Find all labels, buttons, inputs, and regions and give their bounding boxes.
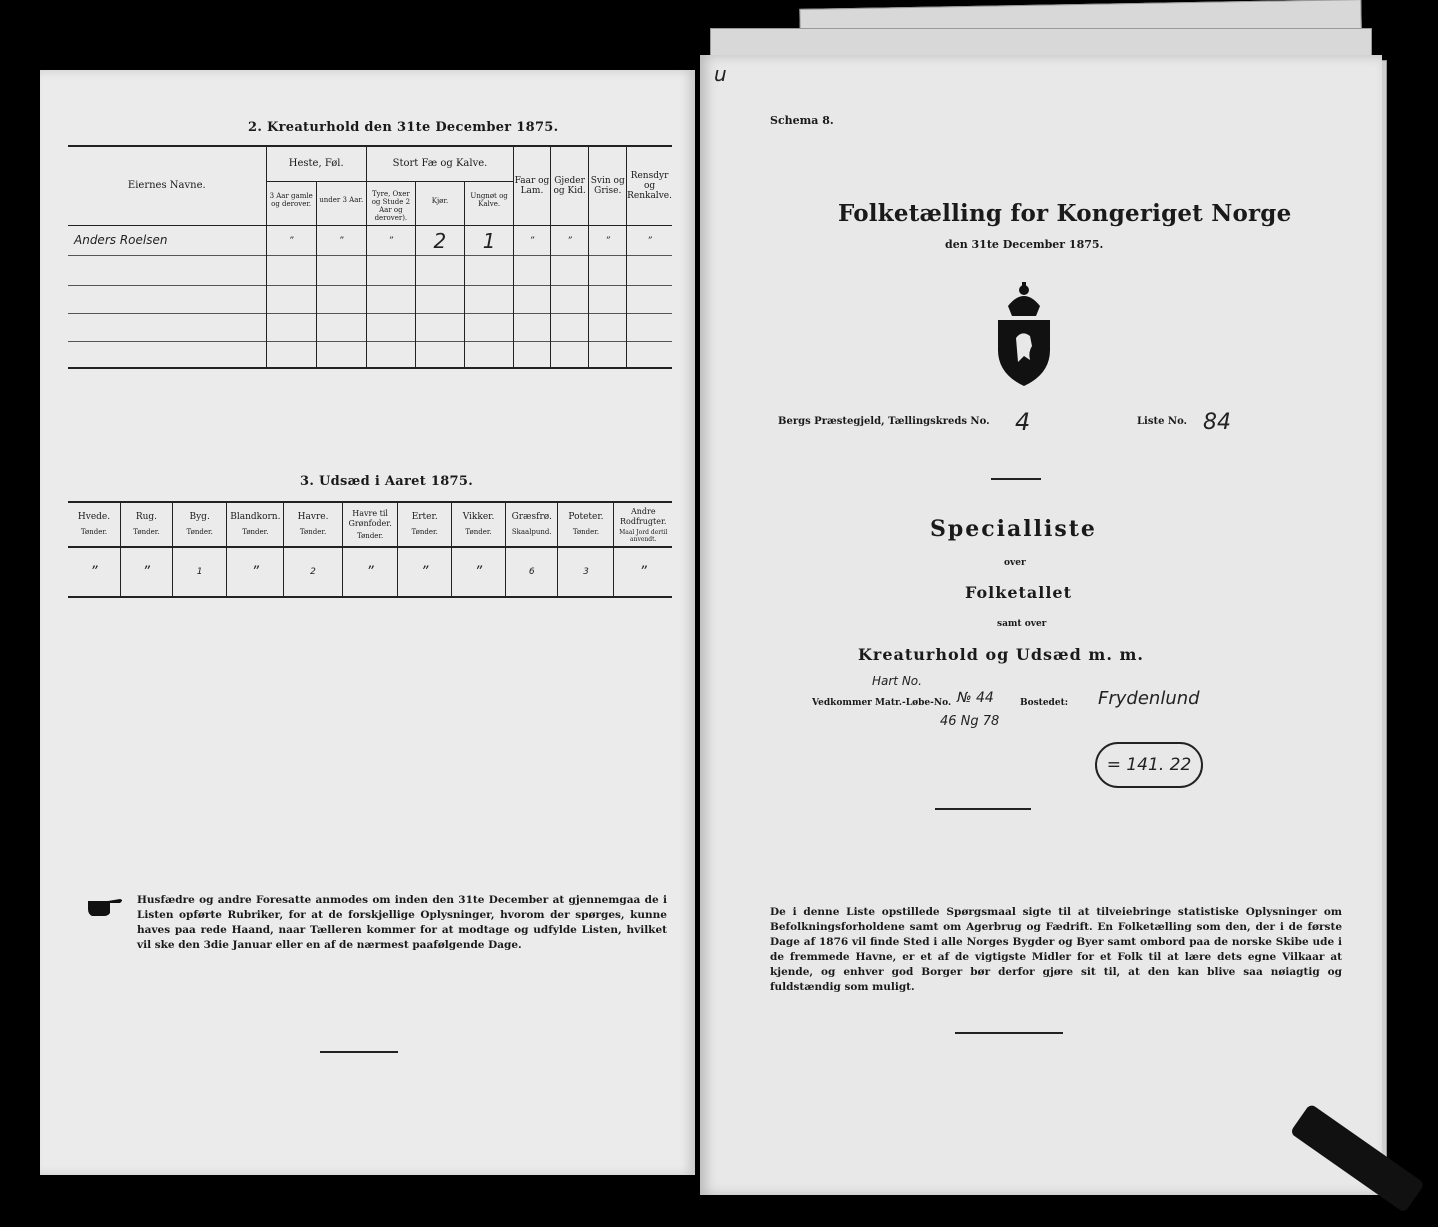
header-erter: Erter. bbox=[411, 512, 438, 522]
unit-graesfro: Skaalpund. bbox=[511, 528, 552, 536]
bostedet-value: Frydenlund bbox=[1098, 688, 1200, 709]
cell-value: 6 bbox=[506, 547, 558, 597]
table-row bbox=[68, 342, 672, 368]
cell-value: 1 bbox=[172, 547, 227, 597]
cell-value: ” bbox=[366, 226, 415, 256]
seed-table bbox=[68, 503, 672, 598]
header-svin: Svin og Grise. bbox=[589, 147, 627, 226]
cell-value: 2 bbox=[415, 226, 464, 256]
unit-erter: Tønder. bbox=[411, 528, 438, 536]
kreaturhold-heading: Kreaturhold og Udsæd m. m. bbox=[858, 645, 1144, 664]
cell-value: ” bbox=[316, 226, 366, 256]
heste-sub-1: 3 Aar gamle og derover. bbox=[269, 192, 313, 208]
header-havre: Havre. bbox=[297, 512, 329, 522]
document-date: den 31te December 1875. bbox=[945, 238, 1104, 251]
owner-header: Eiernes Navne. bbox=[127, 180, 206, 191]
stortfae-sub-1: Tyre, Oxer og Stude 2 Aar og derover). bbox=[371, 190, 411, 222]
cell-value: 2 bbox=[284, 547, 343, 597]
heste-group bbox=[266, 147, 366, 226]
header-vikker: Vikker. bbox=[462, 512, 495, 522]
over-label: over bbox=[1004, 558, 1026, 568]
cell-value: ” bbox=[550, 226, 589, 256]
bostedet-label: Bostedet: bbox=[1020, 698, 1069, 708]
unit-poteter: Tønder. bbox=[572, 528, 600, 536]
header-hvede: Hvede. bbox=[77, 512, 111, 522]
unit-rug: Tønder. bbox=[133, 528, 160, 536]
liste-label: Liste No. bbox=[1137, 416, 1188, 427]
cell-value: ” bbox=[589, 226, 627, 256]
unit-havre: Tønder. bbox=[299, 528, 327, 536]
divider bbox=[955, 1032, 1063, 1034]
cell-value: 1 bbox=[465, 226, 514, 256]
unit-hvede: Tønder. bbox=[80, 528, 108, 536]
heste-sub-2: under 3 Aar. bbox=[316, 182, 366, 225]
pointing-hand-icon bbox=[86, 895, 124, 917]
cell-value: 3 bbox=[558, 547, 614, 597]
owner-name: Anders Roelsen bbox=[74, 232, 168, 247]
header-byg: Byg. bbox=[189, 512, 210, 522]
schema-label: Schema 8. bbox=[770, 114, 834, 127]
corner-mark: u bbox=[714, 62, 727, 86]
liste-number: 84 bbox=[1203, 410, 1231, 435]
samt-over-label: samt over bbox=[997, 619, 1047, 629]
header-havre-gron: Havre til Grønfoder. bbox=[348, 508, 392, 528]
unit-vikker: Tønder. bbox=[465, 528, 492, 536]
right-note: De i denne Liste opstillede Spørgsmaal sigte til at tilveiebringe statistiske Oplysninger om Befolkningsforholdene samt om Agerbrug og Fædrift. En Folketælling som den, der i de første Dage af 1876 vil finde Sted i alle Norges Bygder og Byer samt ombord paa de norske Skibe ude i de fremmede Havne, er et af de vigtigste Midler for et Folk til at lære dets egne Vilkaar at kjende, og enhver god Borger bør derfor gjøre sit til, at den kan blive saa nøiagtig og fuldstændig som muligt. bbox=[770, 906, 1342, 993]
cell-value: ” bbox=[227, 547, 284, 597]
divider bbox=[991, 478, 1041, 480]
document-title: Folketælling for Kongeriget Norge bbox=[838, 200, 1292, 227]
cell-value: ” bbox=[342, 547, 397, 597]
matr-label: Vedkommer Matr.-Løbe-No. bbox=[812, 698, 952, 708]
heste-header: Heste, Føl. bbox=[267, 147, 366, 182]
header-rensdyr: Rensdyr og Renkalve. bbox=[627, 147, 672, 226]
stortfae-header: Stort Fæ og Kalve. bbox=[367, 147, 513, 182]
table-row bbox=[68, 314, 672, 342]
table-row bbox=[68, 547, 672, 597]
unit-andre: Maal Jord dertil anvendt. bbox=[619, 528, 668, 543]
header-gjeder: Gjeder og Kid. bbox=[550, 147, 589, 226]
matr-value: № 44 bbox=[957, 690, 994, 706]
stortfae-sub-3: Ungnøt og Kalve. bbox=[464, 182, 513, 225]
header-rug: Rug. bbox=[135, 512, 158, 522]
table-row bbox=[68, 286, 672, 314]
cell-value: ” bbox=[266, 226, 316, 256]
header-blandkorn: Blandkorn. bbox=[230, 512, 281, 522]
left-note: Husfædre og andre Foresatte anmodes om inden den 31te December at gjennemgaa de i Listen opførte Rubriker, for at de forskjellige Oplysninger, hvorom der spørges, kunne haves paa rede Haand, naar Tælleren kommer for at modtage og udfylde Listen, hvilket vil ske den 3die Januar eller en af de nærmest paafølgende Dage. bbox=[137, 894, 667, 951]
matr-value-2: 46 Ng 78 bbox=[940, 714, 1000, 729]
cell-value: ” bbox=[627, 226, 672, 256]
folketallet-heading: Folketallet bbox=[965, 583, 1072, 602]
specialliste-heading: Specialliste bbox=[930, 516, 1097, 542]
table-row bbox=[68, 226, 672, 256]
unit-byg: Tønder. bbox=[186, 528, 213, 536]
header-poteter: Poteter. bbox=[568, 512, 604, 522]
kreds-number: 4 bbox=[1015, 408, 1031, 436]
cell-value: ” bbox=[90, 564, 98, 580]
section3-title: 3. Udsæd i Aaret 1875. bbox=[300, 474, 474, 489]
livestock-table bbox=[68, 147, 672, 369]
unit-blandkorn: Tønder. bbox=[242, 528, 269, 536]
header-faar: Faar og Lam. bbox=[514, 147, 551, 226]
cell-value: ” bbox=[398, 547, 452, 597]
coat-of-arms-icon bbox=[994, 282, 1054, 388]
cell-value: ” bbox=[452, 547, 506, 597]
divider bbox=[935, 808, 1031, 810]
circled-annotation: = 141. 22 bbox=[1095, 742, 1203, 788]
stortfae-group bbox=[366, 147, 513, 226]
unit-havre-gron: Tønder. bbox=[356, 531, 384, 540]
header-graesfro: Græsfrø. bbox=[511, 512, 552, 522]
cell-value: ” bbox=[121, 547, 173, 597]
divider bbox=[320, 1051, 398, 1053]
matr-annotation: Hart No. bbox=[872, 674, 922, 688]
section2-title: 2. Kreaturhold den 31te December 1875. bbox=[248, 120, 559, 135]
cell-value: ” bbox=[614, 547, 672, 597]
header-andre: Andre Rodfrugter. bbox=[620, 506, 667, 526]
table-row bbox=[68, 256, 672, 286]
cell-value: ” bbox=[514, 226, 551, 256]
location-label: Bergs Præstegjeld, Tællingskreds No. bbox=[778, 416, 990, 427]
stortfae-sub-2: Kjør. bbox=[415, 182, 464, 225]
